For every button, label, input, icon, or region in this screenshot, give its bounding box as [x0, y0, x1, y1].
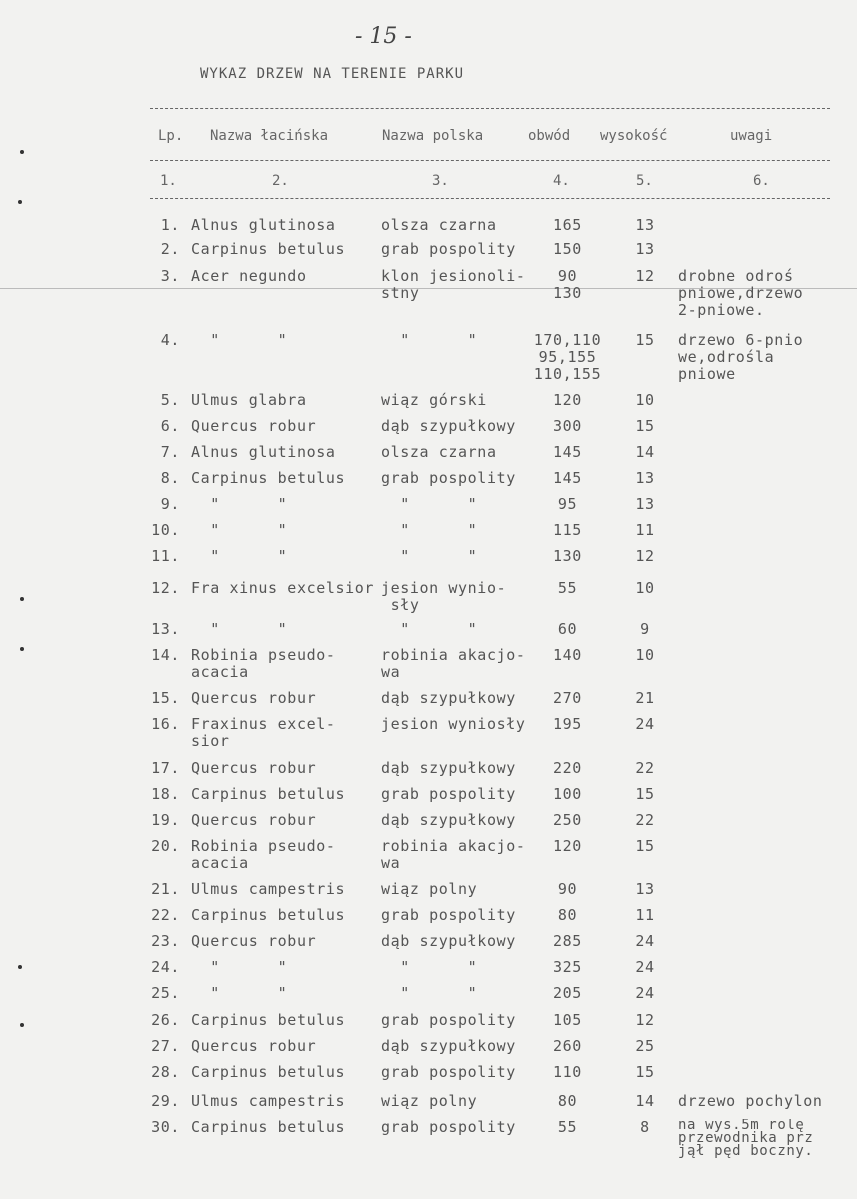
row-number: 15.: [151, 689, 180, 707]
row-number: 29.: [151, 1092, 180, 1110]
header-latin-name: Nazwa łacińska: [210, 128, 329, 144]
column-number-1: 1.: [160, 173, 177, 189]
row-number: 4.: [160, 331, 180, 349]
latin-name: Quercus robur: [191, 932, 317, 950]
row-number: 10.: [151, 521, 180, 539]
circumference: 220: [553, 759, 582, 777]
remarks: drzewo pochylon: [678, 1093, 823, 1110]
polish-name: grab pospolity: [381, 1011, 516, 1029]
polish-name: dąb szypułkowy: [381, 1037, 516, 1055]
latin-name: Fraxinus excel- sior: [191, 715, 336, 750]
remarks: drobne odroś pniowe,drzewo 2-pniowe.: [678, 268, 804, 319]
polish-name: grab pospolity: [381, 240, 516, 258]
height: 12: [635, 547, 655, 565]
latin-name: Carpinus betulus: [191, 1063, 346, 1081]
height: 15: [635, 837, 655, 855]
polish-name: grab pospolity: [381, 469, 516, 487]
header-lp: Lp.: [158, 128, 184, 144]
height: 13: [635, 240, 655, 258]
circumference: 195: [553, 715, 582, 733]
polish-name: grab pospolity: [381, 785, 516, 803]
polish-name: " ": [381, 620, 478, 638]
circumference: 95: [557, 495, 578, 513]
latin-name: Carpinus betulus: [191, 785, 346, 803]
height: 13: [635, 495, 655, 513]
latin-name: Quercus robur: [191, 689, 317, 707]
row-number: 16.: [151, 715, 180, 733]
latin-name: Alnus glutinosa: [191, 216, 336, 234]
scan-speck: [20, 150, 24, 154]
divider-header: [150, 160, 830, 161]
circumference: 300: [553, 417, 582, 435]
header-remarks: uwagi: [730, 128, 773, 144]
latin-name: Carpinus betulus: [191, 1011, 346, 1029]
row-number: 13.: [151, 620, 180, 638]
row-number: 21.: [151, 880, 180, 898]
height: 10: [635, 646, 655, 664]
circumference: 105: [553, 1011, 582, 1029]
circumference: 90: [557, 880, 578, 898]
polish-name: dąb szypułkowy: [381, 932, 516, 950]
row-number: 8.: [160, 469, 180, 487]
latin-name: " ": [191, 984, 288, 1002]
row-number: 30.: [151, 1118, 180, 1136]
row-number: 6.: [160, 417, 180, 435]
page-number: - 15 -: [355, 24, 412, 49]
circumference: 80: [557, 906, 578, 924]
height: 25: [635, 1037, 655, 1055]
circumference: 55: [557, 1118, 578, 1136]
height: 11: [635, 521, 655, 539]
latin-name: " ": [191, 547, 288, 565]
height: 13: [635, 880, 655, 898]
row-number: 18.: [151, 785, 180, 803]
height: 24: [635, 932, 655, 950]
height: 12: [635, 267, 655, 285]
polish-name: dąb szypułkowy: [381, 811, 516, 829]
circumference: 80: [557, 1092, 578, 1110]
circumference: 325: [553, 958, 582, 976]
circumference: 55: [557, 579, 578, 597]
row-number: 9.: [160, 495, 180, 513]
circumference: 120: [553, 837, 582, 855]
circumference: 250: [553, 811, 582, 829]
height: 14: [635, 443, 655, 461]
latin-name: Robinia pseudo- acacia: [191, 646, 336, 681]
row-number: 12.: [151, 579, 180, 597]
row-number: 11.: [151, 547, 180, 565]
column-number-4: 4.: [553, 173, 570, 189]
polish-name: wiąz górski: [381, 391, 487, 409]
latin-name: " ": [191, 495, 288, 513]
row-number: 20.: [151, 837, 180, 855]
circumference: 150: [553, 240, 582, 258]
circumference: 100: [553, 785, 582, 803]
latin-name: " ": [191, 521, 288, 539]
row-number: 1.: [160, 216, 180, 234]
polish-name: robinia akacjo- wa: [381, 646, 526, 681]
row-number: 3.: [160, 267, 180, 285]
polish-name: dąb szypułkowy: [381, 759, 516, 777]
height: 13: [635, 469, 655, 487]
row-number: 23.: [151, 932, 180, 950]
latin-name: Quercus robur: [191, 1037, 317, 1055]
height: 15: [635, 331, 655, 349]
circumference: 115: [553, 521, 582, 539]
height: 9: [640, 620, 650, 638]
polish-name: klon jesionoli- stny: [381, 267, 526, 302]
height: 10: [635, 391, 655, 409]
latin-name: Carpinus betulus: [191, 906, 346, 924]
latin-name: Ulmus glabra: [191, 391, 307, 409]
row-number: 7.: [160, 443, 180, 461]
latin-name: Ulmus campestris: [191, 880, 346, 898]
column-number-5: 5.: [636, 173, 653, 189]
polish-name: " ": [381, 495, 478, 513]
circumference: 90 130: [553, 267, 582, 302]
latin-name: Quercus robur: [191, 759, 317, 777]
circumference: 60: [557, 620, 578, 638]
latin-name: " ": [191, 620, 288, 638]
header-height: wysokość: [600, 128, 668, 144]
scan-speck: [20, 1023, 24, 1027]
document-title: WYKAZ DRZEW NA TERENIE PARKU: [200, 66, 465, 82]
polish-name: olsza czarna: [381, 216, 497, 234]
row-number: 19.: [151, 811, 180, 829]
latin-name: Robinia pseudo- acacia: [191, 837, 336, 872]
circumference: 140: [553, 646, 582, 664]
latin-name: Quercus robur: [191, 417, 317, 435]
polish-name: " ": [381, 958, 478, 976]
circumference: 145: [553, 443, 582, 461]
height: 22: [635, 759, 655, 777]
circumference: 145: [553, 469, 582, 487]
row-number: 17.: [151, 759, 180, 777]
scan-speck: [18, 200, 22, 204]
circumference: 270: [553, 689, 582, 707]
polish-name: jesion wyniosły: [381, 715, 526, 733]
height: 11: [635, 906, 655, 924]
row-number: 14.: [151, 646, 180, 664]
circumference: 120: [553, 391, 582, 409]
header-polish-name: Nazwa polska: [382, 128, 484, 144]
polish-name: wiąz polny: [381, 880, 478, 898]
height: 8: [640, 1118, 650, 1136]
latin-name: Alnus glutinosa: [191, 443, 336, 461]
remarks: drzewo 6-pnio we,odrośla pniowe: [678, 332, 804, 383]
polish-name: robinia akacjo- wa: [381, 837, 526, 872]
row-number: 28.: [151, 1063, 180, 1081]
height: 24: [635, 715, 655, 733]
latin-name: Carpinus betulus: [191, 469, 346, 487]
column-number-3: 3.: [432, 173, 449, 189]
latin-name: Carpinus betulus: [191, 240, 346, 258]
height: 15: [635, 1063, 655, 1081]
circumference: 165: [553, 216, 582, 234]
row-number: 27.: [151, 1037, 180, 1055]
row-number: 5.: [160, 391, 180, 409]
latin-name: Fra xinus excelsior: [191, 579, 374, 597]
height: 12: [635, 1011, 655, 1029]
circumference: 170,110 95,155 110,155: [533, 331, 602, 383]
latin-name: Ulmus campestris: [191, 1092, 346, 1110]
scan-speck: [20, 597, 24, 601]
row-number: 24.: [151, 958, 180, 976]
row-number: 25.: [151, 984, 180, 1002]
column-number-2: 2.: [272, 173, 289, 189]
scan-speck: [20, 647, 24, 651]
height: 14: [635, 1092, 655, 1110]
height: 24: [635, 958, 655, 976]
polish-name: " ": [381, 984, 478, 1002]
column-number-6: 6.: [753, 173, 770, 189]
divider-top: [150, 108, 830, 109]
header-circumference: obwód: [528, 128, 571, 144]
divider-column-numbers: [150, 198, 830, 199]
height: 13: [635, 216, 655, 234]
latin-name: " ": [191, 958, 288, 976]
latin-name: Carpinus betulus: [191, 1118, 346, 1136]
row-number: 26.: [151, 1011, 180, 1029]
latin-name: Acer negundo: [191, 267, 307, 285]
polish-name: olsza czarna: [381, 443, 497, 461]
row-number: 22.: [151, 906, 180, 924]
row-number: 2.: [160, 240, 180, 258]
circumference: 130: [553, 547, 582, 565]
polish-name: dąb szypułkowy: [381, 417, 516, 435]
polish-name: " ": [381, 331, 478, 349]
height: 24: [635, 984, 655, 1002]
circumference: 205: [553, 984, 582, 1002]
height: 21: [635, 689, 655, 707]
polish-name: " ": [381, 547, 478, 565]
polish-name: wiąz polny: [381, 1092, 478, 1110]
circumference: 260: [553, 1037, 582, 1055]
remarks: na wys.5m rolę przewodnika prz jął pęd boczny.: [678, 1119, 814, 1158]
circumference: 110: [553, 1063, 582, 1081]
circumference: 285: [553, 932, 582, 950]
height: 22: [635, 811, 655, 829]
height: 15: [635, 785, 655, 803]
polish-name: jesion wynio- sły: [381, 579, 507, 614]
latin-name: " ": [191, 331, 288, 349]
height: 10: [635, 579, 655, 597]
polish-name: grab pospolity: [381, 1118, 516, 1136]
latin-name: Quercus robur: [191, 811, 317, 829]
height: 15: [635, 417, 655, 435]
polish-name: grab pospolity: [381, 906, 516, 924]
polish-name: dąb szypułkowy: [381, 689, 516, 707]
polish-name: " ": [381, 521, 478, 539]
scan-speck: [18, 965, 22, 969]
polish-name: grab pospolity: [381, 1063, 516, 1081]
